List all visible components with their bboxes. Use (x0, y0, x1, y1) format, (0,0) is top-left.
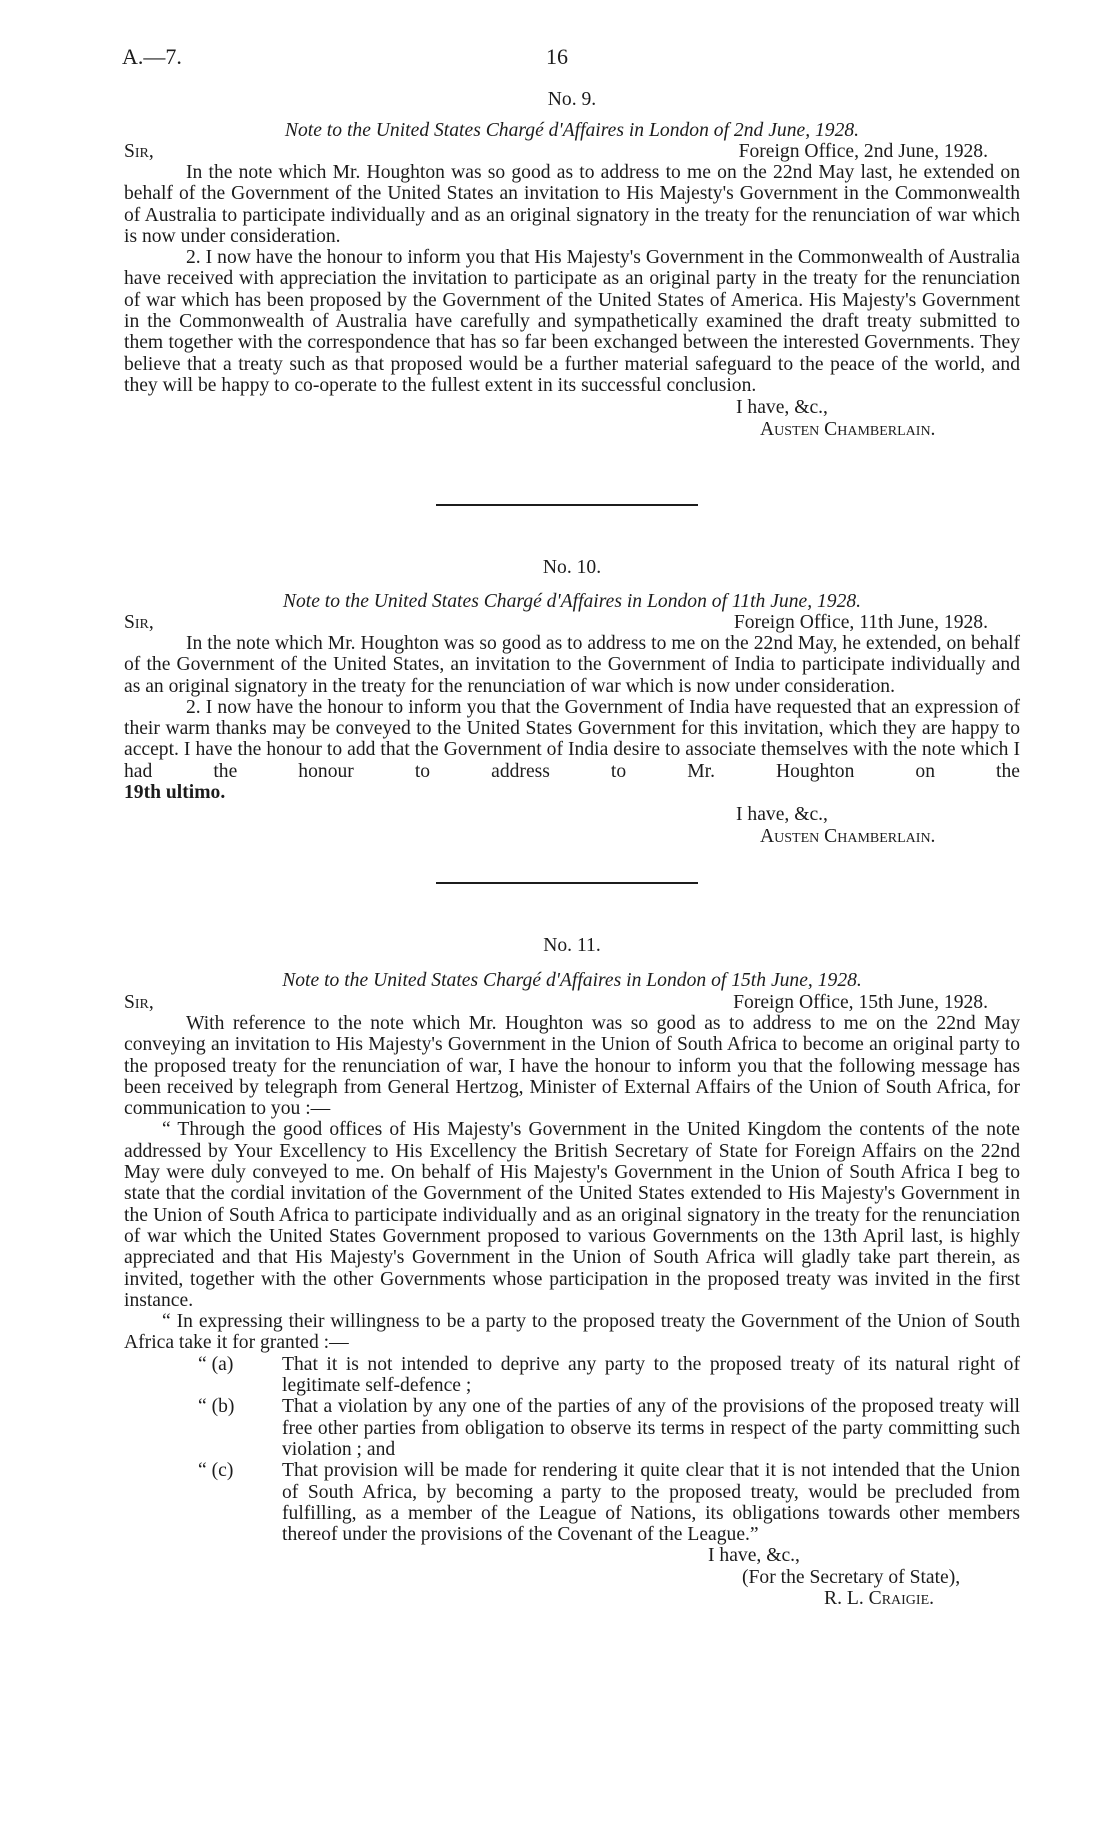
section-divider (436, 882, 698, 884)
note-title: Note to the United States Chargé d'Affaires in London of 2nd June, 1928. (284, 120, 860, 141)
note-no-9 (124, 89, 1020, 440)
section-divider (436, 504, 698, 506)
salutation: Sir, (124, 612, 154, 633)
condition-c: “ (c) That provision will be made for rendering it quite clear that it is not intended that the Union of South Africa, by becoming a party to the proposed treaty, would be precluded from fulfilling, as a member of the League of Nations, its obligations towards other members thereof under the provisions of the Covenant of the League.” (198, 1460, 1020, 1546)
page-number: 16 (546, 44, 568, 69)
dateline: Foreign Office, 2nd June, 1928. (738, 141, 988, 162)
salutation-row (124, 612, 1020, 633)
signature: Austen Chamberlain. (760, 418, 936, 440)
note-number: No. 11. (543, 935, 601, 956)
salutation-row (124, 992, 1020, 1013)
paragraph-end: 19th ultimo. (124, 782, 226, 804)
paragraph: “ In expressing their willingness to be a party to the proposed treaty the Government of the Union of South Africa take it for granted :— (124, 1311, 1020, 1354)
salutation: Sir, (124, 992, 154, 1013)
condition-b: “ (b) That a violation by any one of the parties of any of the provisions of the proposed treaty will free other parties from obligation to observe its terms in respect of the party committing such violation ; and (198, 1396, 1020, 1460)
paragraph: In the note which Mr. Houghton was so good as to address to me on the 22nd May last, he extended on behalf of the Government of the United States an invitation to His Majesty's Government in the Commonwealth of Australia to participate individually and as an original signatory in the treaty for the renunciation of war which is now under consideration. (124, 162, 1020, 247)
note-no-11 (124, 935, 1020, 1609)
closing: I have, &c., (708, 1545, 800, 1567)
note-number: No. 9. (547, 89, 597, 110)
closing: I have, &c., (736, 804, 828, 826)
signature: R. L. Craigie. (824, 1588, 935, 1610)
salutation-row (124, 141, 1020, 162)
paragraph: With reference to the note which Mr. Houghton was so good as to address to me on the 22nd May conveying an invitation to His Majesty's Government in the Union of South Africa to become an original party to the proposed treaty for the renunciation of war, I have the honour to inform you that the following message has been received by telegraph from General Hertzog, Minister of External Affairs of the Union of South Africa, for communication to you :— (124, 1013, 1020, 1120)
paragraph: 2. I now have the honour to inform you that His Majesty's Government in the Commonwealth of Australia have received with appreciation the invitation to participate as an original party in the treaty for the renunciation of war which has been proposed by the Government of the United States of America. His Majesty's Government in the Commonwealth of Australia have carefully and sympathetically examined the draft treaty submitted to them together with the correspondence that has so far been exchanged between the interested Governments. They believe that a treaty such as that proposed would be a further material safeguard to the peace of the world, and they will be happy to co-operate to the fullest extent in its successful conclusion. (124, 247, 1020, 396)
condition-a: “ (a) That it is not intended to deprive any party to the proposed treaty of its natural right of legitimate self-defence ; (198, 1353, 1020, 1397)
document-series: A.—7. (122, 44, 182, 69)
salutation: Sir, (124, 141, 154, 162)
closing: I have, &c., (736, 397, 828, 419)
note-title: Note to the United States Chargé d'Affaires in London of 11th June, 1928. (282, 591, 862, 612)
on-behalf: (For the Secretary of State), (742, 1566, 961, 1588)
dateline: Foreign Office, 15th June, 1928. (733, 992, 988, 1013)
note-no-10 (124, 557, 1020, 847)
paragraph: In the note which Mr. Houghton was so good as to address to me on the 22nd May, he extended, on behalf of the Government of the United States, an invitation to the Government of India to participate individually and as an original signatory in the treaty for the renunciation of war which is now under consideration. (124, 633, 1020, 697)
paragraph: “ Through the good offices of His Majesty's Government in the United Kingdom the contents of the note addressed by Your Excellency to His Excellency the British Secretary of State for Foreign Affairs on the 22nd May were duly conveyed to me. On behalf of His Majesty's Government in the Union of South Africa I beg to state that the cordial invitation of the Government of the United States extended to His Majesty's Government in the Union of South Africa to participate individually and as an original signatory in the treaty for the renunciation of war which the United States Government proposed to various Governments on the 13th April last, is highly appreciated and that His Majesty's Government in the Union of South Africa will gladly take part therein, as invited, together with the other Governments whose participation in the proposed treaty was invited in the first instance. (124, 1119, 1020, 1311)
note-number: No. 10. (542, 557, 602, 578)
dateline: Foreign Office, 11th June, 1928. (733, 612, 988, 633)
paragraph: 2. I now have the honour to inform you that the Government of India have requested that an expression of their warm thanks may be conveyed to the United States Government for this invitation, which they are happy to accept. I have the honour to add that the Government of India desire to associate themselves with the note which I had the honour to address to Mr. Houghton on the (124, 696, 1020, 782)
signature: Austen Chamberlain. (760, 825, 936, 847)
note-title: Note to the United States Chargé d'Affaires in London of 15th June, 1928. (282, 970, 862, 991)
